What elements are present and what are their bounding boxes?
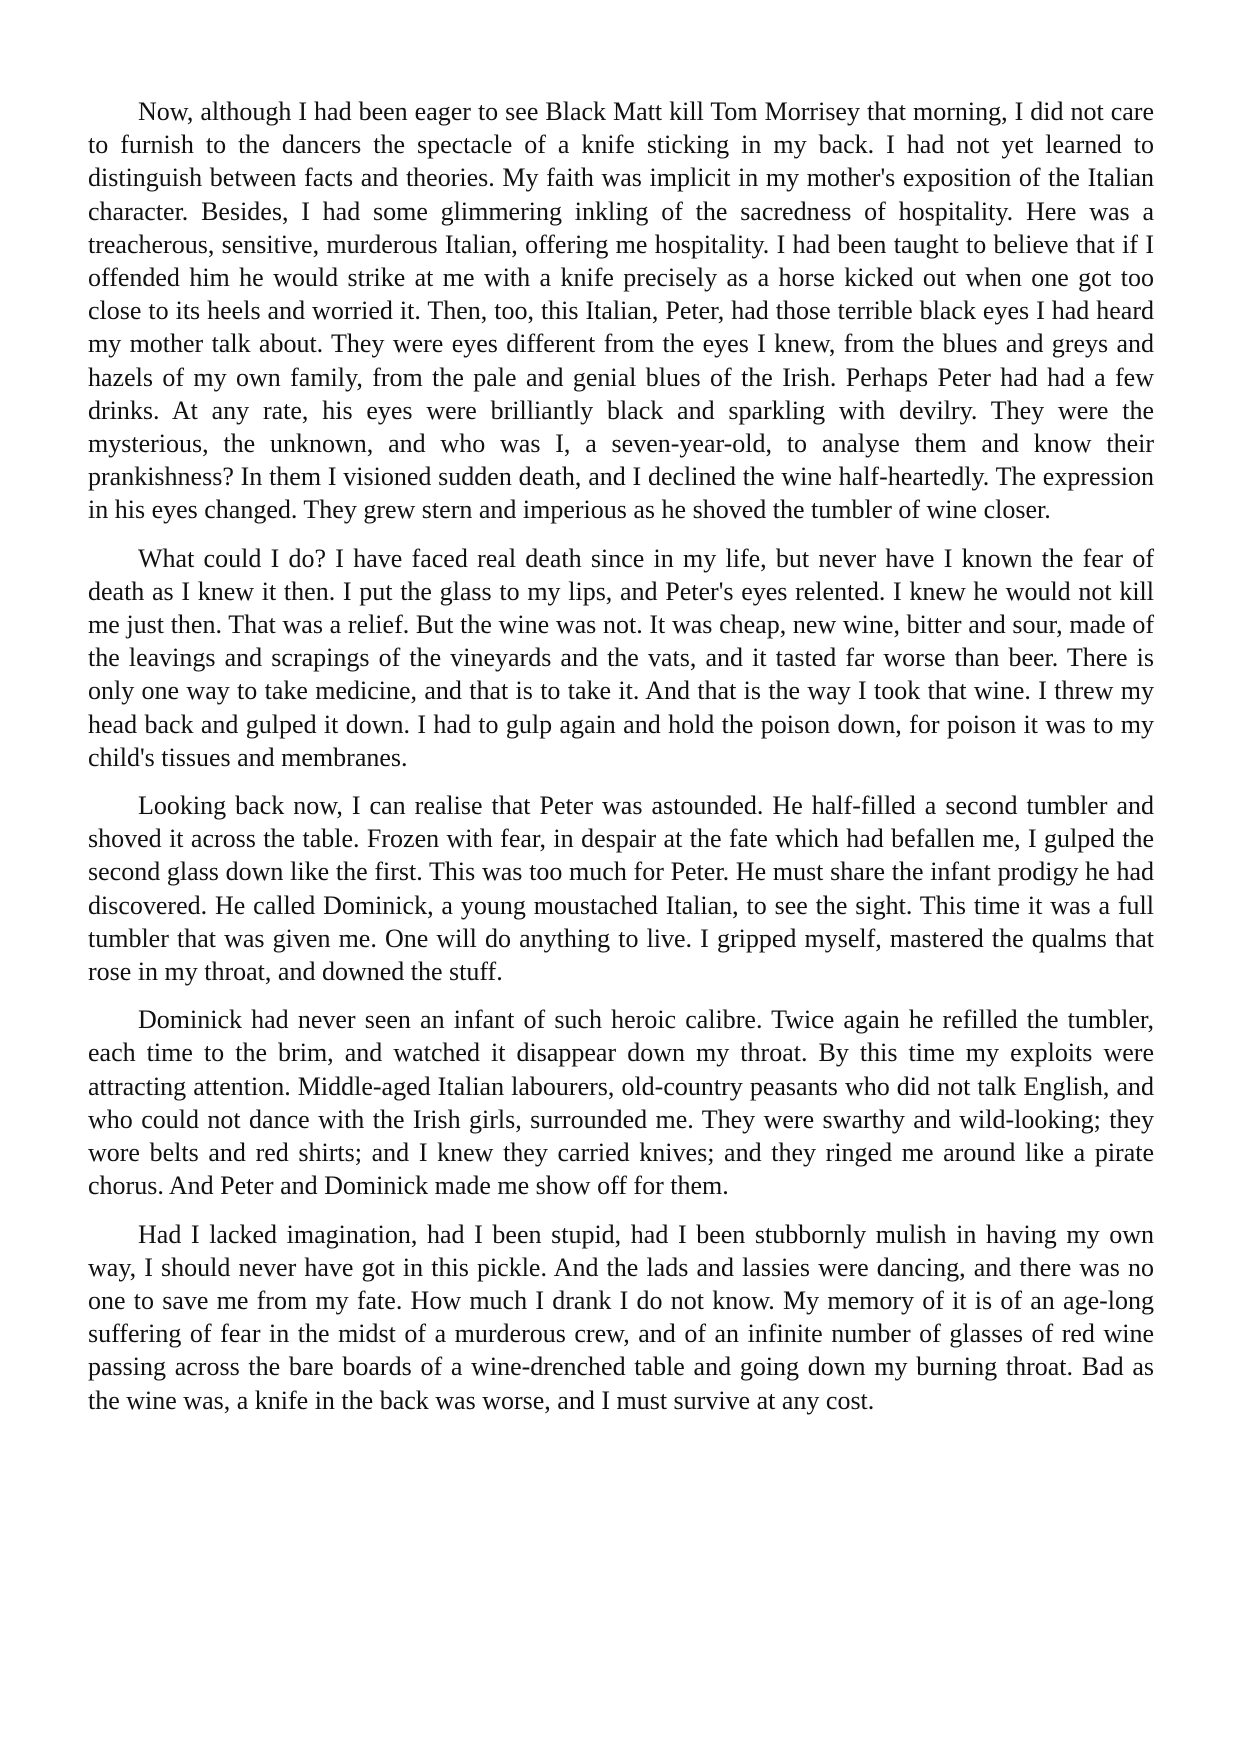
document-page: [88, 95, 1154, 1432]
paragraph: Dominick had never seen an infant of such heroic calibre. Twice again he refilled the tumbler, each time to the brim, and watched it disappear down my throat. By this time my exploits were attracting attention. Middle-aged Italian labourers, old-country peasants who did not talk English, and who could not dance with the Irish girls, surrounded me. They were swarthy and wild-looking; they wore belts and red shirts; and I knew they carried knives; and they ringed me around like a pirate chorus. And Peter and Dominick made me show off for them.: [88, 1005, 1154, 1201]
paragraph: What could I do? I have faced real death since in my life, but never have I known the fear of death as I knew it then. I put the glass to my lips, and Peter's eyes relented. I knew he would not kill me just then. That was a relief. But the wine was not. It was cheap, new wine, bitter and sour, made of the leavings and scrapings of the vineyards and the vats, and it tasted far worse than beer. There is only one way to take medicine, and that is to take it. And that is the way I took that wine. I threw my head back and gulped it down. I had to gulp again and hold the poison down, for poison it was to my child's tissues and membranes.: [88, 543, 1154, 772]
paragraph: Looking back now, I can realise that Peter was astounded. He half-filled a second tumbler and shoved it across the table. Frozen with fear, in despair at the fate which had befallen me, I gulped the second glass down like the first. This was too much for Peter. He must share the infant prodigy he had discovered. He called Dominick, a young moustached Italian, to see the sight. This time it was a full tumbler that was given me. One will do anything to live. I gripped myself, mastered the qualms that rose in my throat, and downed the stuff.: [88, 791, 1154, 987]
paragraph: Had I lacked imagination, had I been stupid, had I been stubbornly mulish in having my own way, I should never have got in this pickle. And the lads and lassies were dancing, and there was no one to save me from my fate. How much I drank I do not know. My memory of it is of an age-long suffering of fear in the midst of a murderous crew, and of an infinite number of glasses of red wine passing across the bare boards of a wine-drenched table and going down my burning throat. Bad as the wine was, a knife in the back was worse, and I must survive at any cost.: [88, 1219, 1154, 1415]
paragraph: Now, although I had been eager to see Black Matt kill Tom Morrisey that morning, I did not care to furnish to the dancers the spectacle of a knife sticking in my back. I had not yet learned to distinguish between facts and theories. My faith was implicit in my mother's exposition of the Italian character. Besides, I had some glimmering inkling of the sacredness of hospitality. Here was a treacherous, sensitive, murderous Italian, offering me hospitality. I had been taught to believe that if I offended him he would strike at me with a knife precisely as a horse kicked out when one got too close to its heels and worried it. Then, too, this Italian, Peter, had those terrible black eyes I had heard my mother talk about. They were eyes different from the eyes I knew, from the blues and greys and hazels of my own family, from the pale and genial blues of the Irish. Perhaps Peter had had a few drinks. At any rate, his eyes were brilliantly black and sparkling with devilry. They were the mysterious, the unknown, and who was I, a seven-year-old, to analyse them and know their prankishness? In them I visioned sudden death, and I declined the wine half-heartedly. The expression in his eyes changed. They grew stern and imperious as he shoved the tumbler of wine closer.: [88, 97, 1154, 525]
